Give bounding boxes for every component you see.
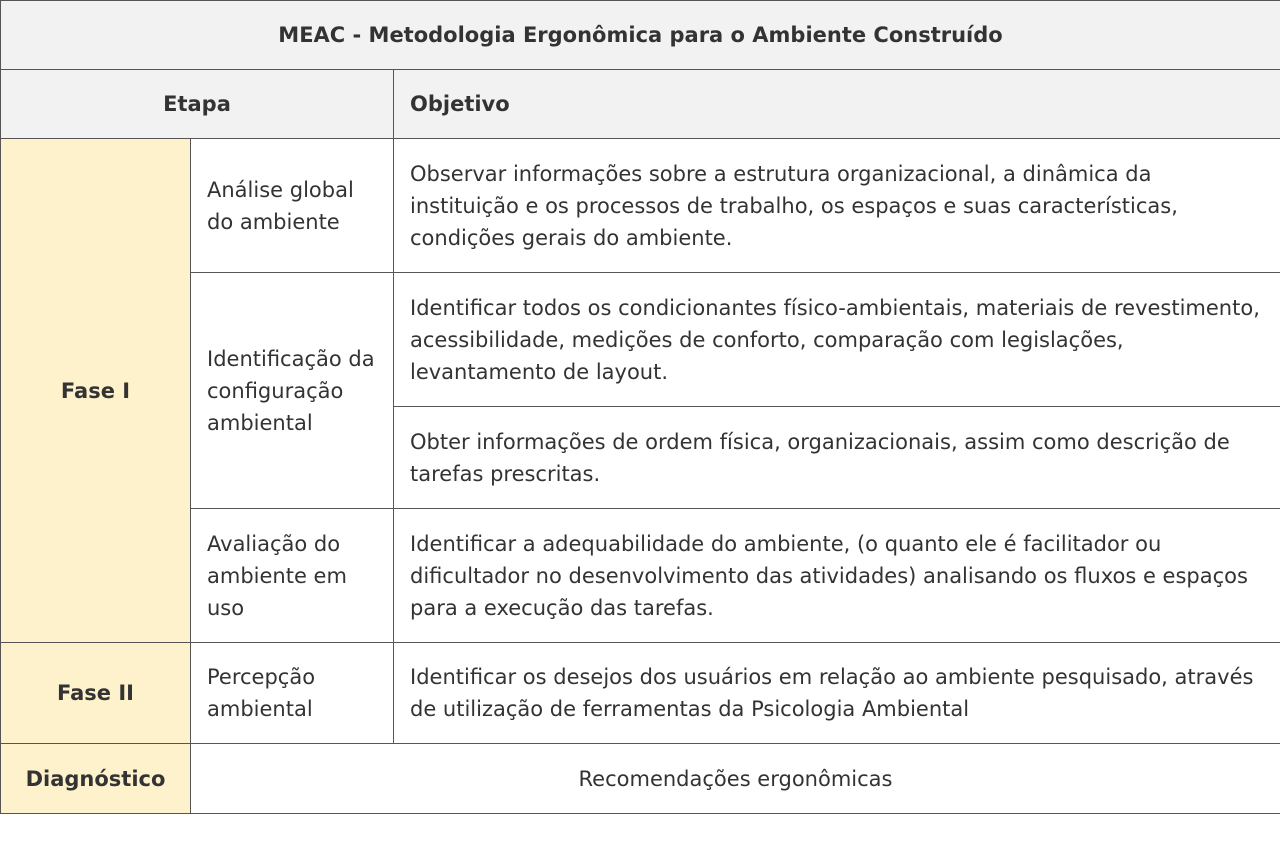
step-avaliacao: Avaliação do ambiente em uso: [191, 509, 394, 643]
table-title: MEAC - Metodologia Ergonômica para o Ambiente Construído: [1, 1, 1280, 70]
header-etapa: Etapa: [1, 70, 394, 139]
objective-identificacao-1: Identificar todos os condicionantes físico-ambientais, materiais de revestimento, acessibilidade, medições de conforto, comparação com legislações, levantamento de layout.: [394, 273, 1280, 407]
title-row: [1, 1, 1280, 70]
step-percepcao: Percepção ambiental: [191, 643, 394, 744]
diagnostico-result: Recomendações ergonômicas: [191, 744, 1280, 814]
phase-label-fase-1: Fase I: [1, 139, 191, 643]
step-analise-global: Análise global do ambiente: [191, 139, 394, 273]
step-identificacao: Identificação da configuração ambiental: [191, 273, 394, 509]
phase-label-diagnostico: Diagnóstico: [1, 744, 191, 814]
header-row: [1, 70, 1280, 139]
table-row: [1, 744, 1280, 814]
objective-percepcao: Identificar os desejos dos usuários em relação ao ambiente pesquisado, através de utilização de ferramentas da Psicologia Ambiental: [394, 643, 1280, 744]
phase-label-fase-2: Fase II: [1, 643, 191, 744]
objective-analise-global: Observar informações sobre a estrutura organizacional, a dinâmica da instituição e os processos de trabalho, os espaços e suas características, condições gerais do ambiente.: [394, 139, 1280, 273]
header-objetivo: Objetivo: [394, 70, 1280, 139]
table-row: [1, 643, 1280, 744]
objective-identificacao-2: Obter informações de ordem física, organizacionais, assim como descrição de tarefas prescritas.: [394, 407, 1280, 509]
table-row: [1, 273, 1280, 407]
table-row: [1, 139, 1280, 273]
table-row: [1, 509, 1280, 643]
objective-avaliacao: Identificar a adequabilidade do ambiente, (o quanto ele é facilitador ou dificultador no desenvolvimento das atividades) analisando os fluxos e espaços para a execução das tarefas.: [394, 509, 1280, 643]
